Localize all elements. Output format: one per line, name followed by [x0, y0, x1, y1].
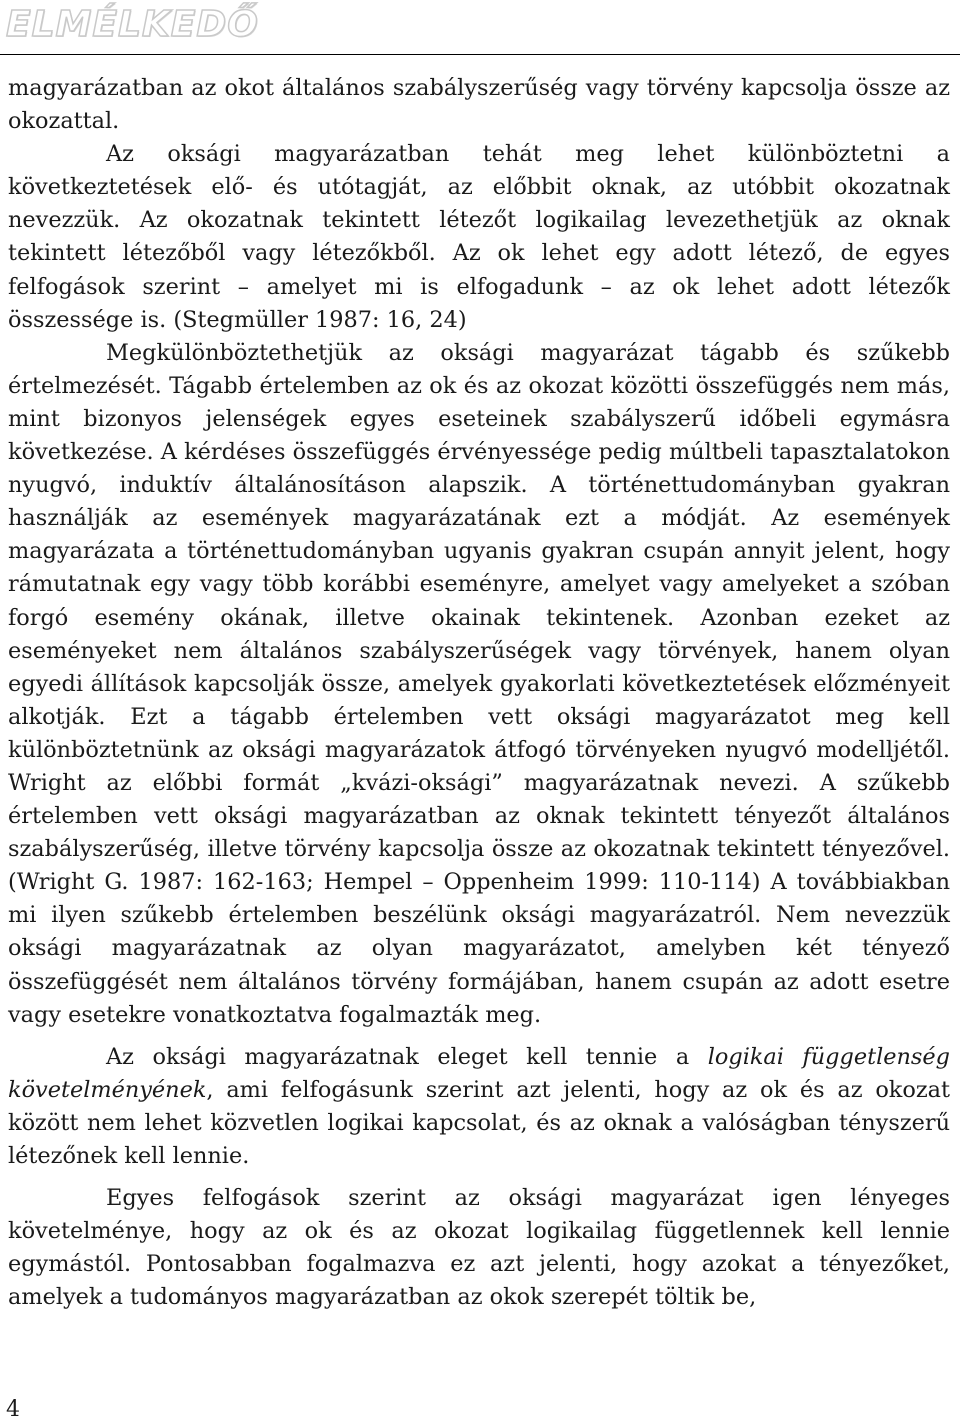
paragraph-causal-explanation: Az oksági magyarázatban tehát meg lehet különböztetni a következtetések elő- és utótagját, az előbbit oknak, az utóbbit okozatnak nevezzük. Az okozatnak tekintett létezőt logikailag levezethetjük az oknak tekintett létezőből vagy létezőkből. Az ok lehet egy adott létező, de egyes felfogások szerint – amelyet mi is elfogadunk – az ok lehet adott létezők összessége is. (Stegmüller 1987: 16, 24) — [8, 141, 950, 333]
emphasized-term: logikai függetlenség követelményének — [8, 1043, 950, 1103]
paragraph-broad-narrow-interpretation: Megkülönböztethetjük az oksági magyarázat tágabb és szűkebb értelmezését. Tágabb értelemben az ok és az okozat közötti összefüggés nem más, mint bizonyos jelenségek egyes eseteinek szabályszerű időbeli egymásra következése. A kérdéses összefüggés érvényessége pedig múltbeli tapasztalatokon nyugvó, induktív általánosításon alapszik. A történettudományban gyakran használják az események magyarázatának ezt a módját. Az események magyarázata a történettudományban ugyanis gyakran csupán annyit jelent, hogy rámutatnak egy vagy több korábbi eseményre, amelyet vagy amelyeket a szóban forgó esemény okának, illetve okainak tekintenek. Azonban ezeket az eseményeket nem általános szabályszerűségek vagy törvények, hanem olyan egyedi állítások kapcsolják össze, amelyek gyakorlati következtetések előzményeit alkotják. Ezt a tágabb értelemben vett oksági magyarázatot meg kell különböztetnünk az oksági magyarázatok átfogó törvényeken nyugvó modelljétől. Wright az előbbi formát „kvázi-oksági” magyarázatnak nevezi. A szűkebb értelemben vett oksági magyarázatban az oknak tekintett tényezőt általános szabályszerűség, illetve törvény kapcsolja össze az okozatnak tekintett tényezővel. (Wright G. 1987: 162-163; Hempel – Oppenheim 1999: 110-114) A továbbiakban mi ilyen szűkebb értelemben beszélünk oksági magyarázatról. Nem nevezzük oksági magyarázatnak az olyan magyarázatot, amelyben két tényező összefüggését nem általános törvény formájában, hanem csupán az adott esetre vagy esetekre vonatkoztatva fogalmazták meg. — [8, 339, 950, 1028]
running-header-title: ELMÉLKEDŐ — [6, 4, 259, 45]
paragraph-continuation: magyarázatban az okot általános szabályszerűség vagy törvény kapcsolja össze az okozattal. — [8, 75, 950, 135]
paragraph-text-after: , ami felfogásunk szerint azt jelenti, hogy az ok és az okozat között nem lehet közvetlen logikai kapcsolat, és az oknak a valóságban tényszerű létezőnek kell lennie. — [8, 1076, 950, 1169]
paragraph-independence-requirement: Egyes felfogások szerint az oksági magyarázat igen lényeges követelménye, hogy az ok és az okozat logikailag függetlennek kell lennie egymástól. Pontosabban fogalmazva ez azt jelenti, hogy azokat a tényezőket, amelyek a tudományos magyarázatban az okok szerepét töltik be, — [8, 1185, 950, 1311]
header-divider — [0, 54, 960, 55]
page-body — [8, 72, 950, 1314]
paragraph-text-before: Az oksági magyarázatnak eleget kell tennie a — [106, 1043, 708, 1070]
page-number: 4 — [6, 1397, 20, 1422]
paragraph-logical-independence — [8, 1041, 950, 1173]
